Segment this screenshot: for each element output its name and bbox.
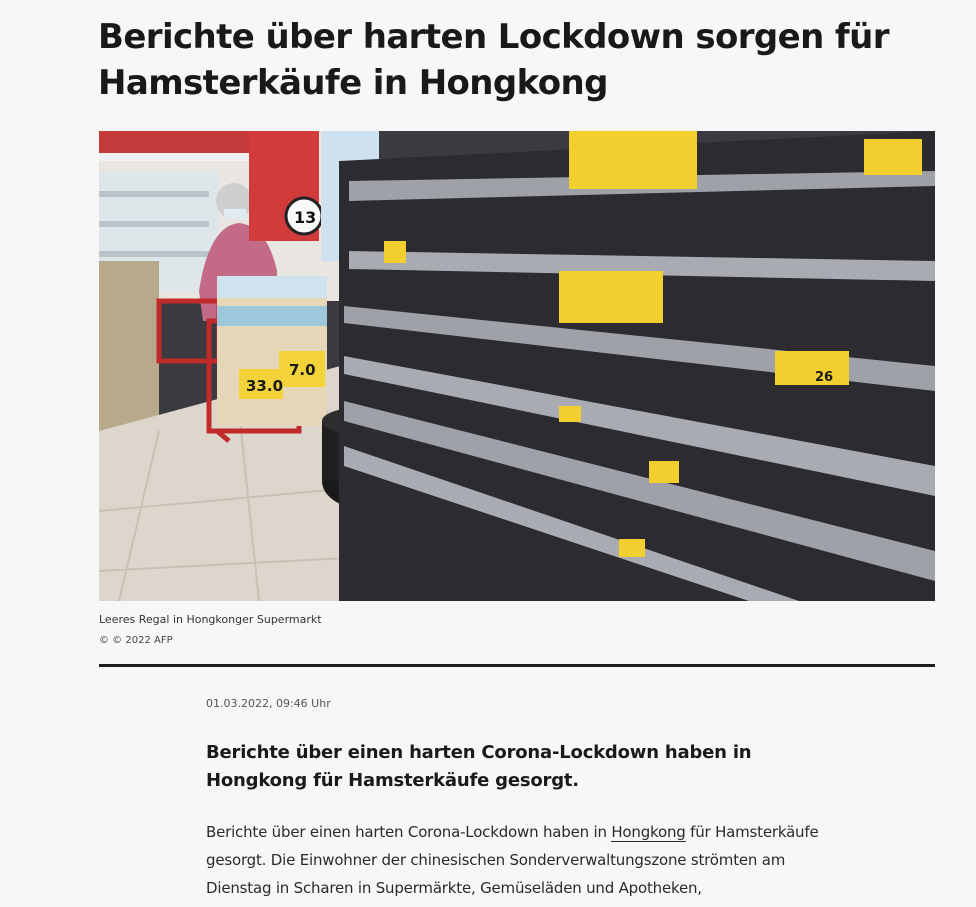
hongkong-link[interactable]: Hongkong [611, 823, 686, 841]
promo-sign-13: 13 [294, 208, 317, 227]
article-lead: Berichte über einen harten Corona-Lockdown haben in Hongkong für Hamsterkäufe gesorgt. [206, 742, 752, 791]
article-body [206, 818, 826, 902]
price-tag-33: 33.0 [246, 377, 284, 395]
price-tag-7: 7.0 [289, 361, 316, 379]
article-headline: Berichte über harten Lockdown sorgen für Hamsterkäufe in Hongkong [98, 17, 889, 103]
image-credit: © © 2022 AFP [99, 635, 173, 646]
article-dateline: 01.03.2022, 09:46 Uhr [206, 697, 331, 710]
section-divider [99, 664, 935, 667]
article-photo [99, 131, 935, 601]
body-text-rest: für Hamsterkäufe gesorgt. Die Einwohner der chinesischen Sonderverwaltungszone strömten am Dienstag in Scharen in Supermärkte, Gemüseläden und Apotheken, [206, 823, 819, 897]
body-text-start: Berichte über einen harten Corona-Lockdown haben in [206, 823, 612, 841]
shelf-price-26: 26 [815, 370, 834, 385]
image-caption: Leeres Regal in Hongkonger Supermarkt [99, 613, 322, 626]
